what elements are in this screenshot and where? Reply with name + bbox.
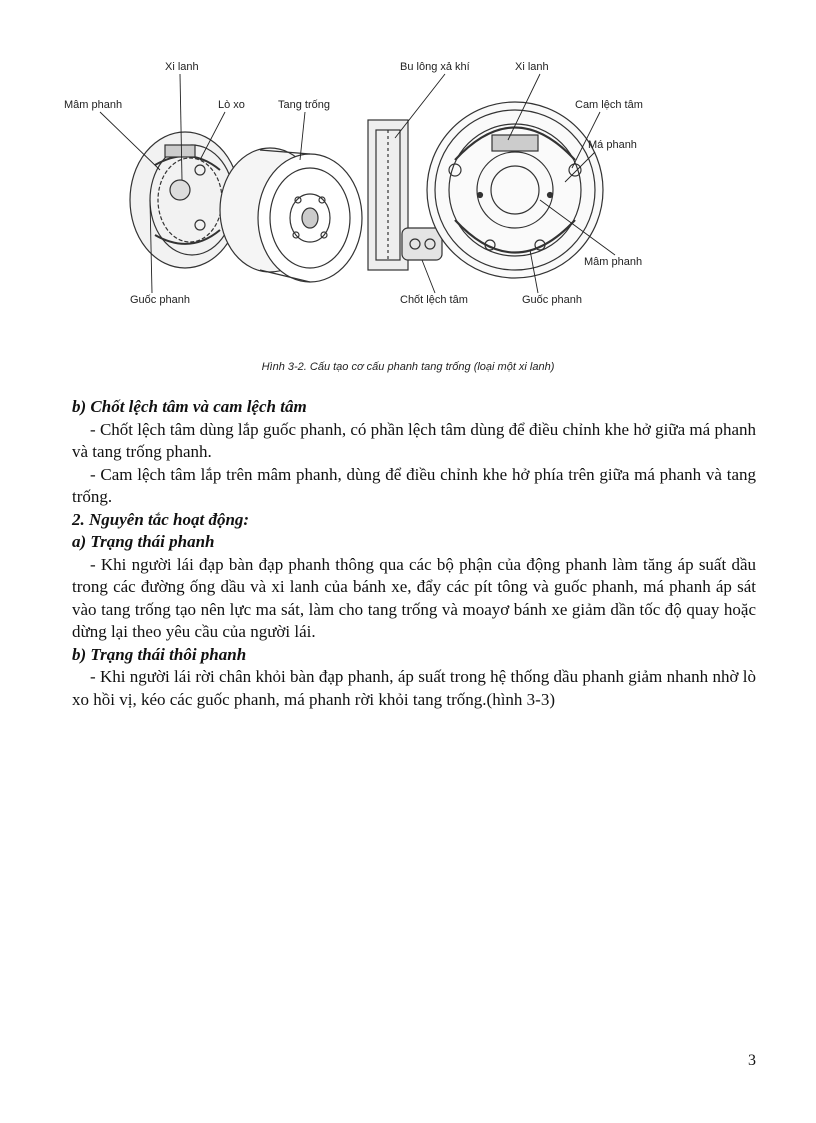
paragraph-thoi-phanh: - Khi người lái rời chân khỏi bàn đạp phanh, áp suất trong hệ thống dầu phanh giảm nhanh nhờ lò xo hồi vị, kéo các guốc phanh, má phanh rời khỏi tang trống.(hình 3-3) [72,667,756,709]
paragraph-trang-thai-phanh: - Khi người lái đạp bàn đạp phanh thông qua các bộ phận của động phanh làm tăng áp suất dầu trong các đường ống dầu và xi lanh của bánh xe, đẩy các pít tông và guốc phanh, má phanh áp sát vào tang trống tạo nên lực ma sát, làm cho tang trống và moayơ bánh xe giảm dần tốc độ quay hoặc dừng lại theo yêu cầu của người lái. [72,554,756,641]
body-text [72,396,756,711]
brake-diagram [60,50,760,350]
label-left-lo-xo: Lò xo [218,99,245,111]
label-left-guoc-phanh: Guốc phanh [130,294,190,306]
label-left-mam-phanh: Mâm phanh [64,99,123,111]
label-right-xi-lanh: Xi lanh [515,61,549,73]
right-brake-assembly [368,102,603,278]
heading-thoi-phanh: b) Trạng thái thôi phanh [72,644,247,664]
label-right-guoc-phanh: Guốc phanh [522,294,582,306]
heading-nguyen-tac: 2. Nguyên tắc hoạt động: [72,509,250,529]
figure-caption: Hình 3-2. Cấu tạo cơ cấu phanh tang trống (loại một xi lanh) [261,361,555,373]
label-right-bu-long: Bu lông xả khí [400,61,470,73]
label-right-ma-phanh: Má phanh [588,139,637,151]
paragraph-chot-lech-tam: - Chốt lệch tâm dùng lắp guốc phanh, có phần lệch tâm dùng để điều chỉnh khe hở giữa má phanh và tang trống phanh. [72,419,756,461]
left-drum [220,148,362,282]
heading-chot-cam: b) Chốt lệch tâm và cam lệch tâm [72,397,307,416]
label-right-chot-lech-tam: Chốt lệch tâm [400,294,468,306]
paragraph-cam-lech-tam: - Cam lệch tâm lắp trên mâm phanh, dùng để điều chỉnh khe hở phía trên giữa má phanh và tang trống. [72,464,756,506]
heading-trang-thai-phanh: a) Trạng thái phanh [72,532,215,551]
label-right-mam-phanh: Mâm phanh [584,256,643,268]
label-left-xi-lanh: Xi lanh [165,61,199,73]
label-left-tang-trong: Tang trống [278,99,330,111]
label-right-cam-lech-tam: Cam lệch tâm [575,99,643,111]
page-number: 3 [748,1052,756,1069]
brake-figure [60,50,760,350]
